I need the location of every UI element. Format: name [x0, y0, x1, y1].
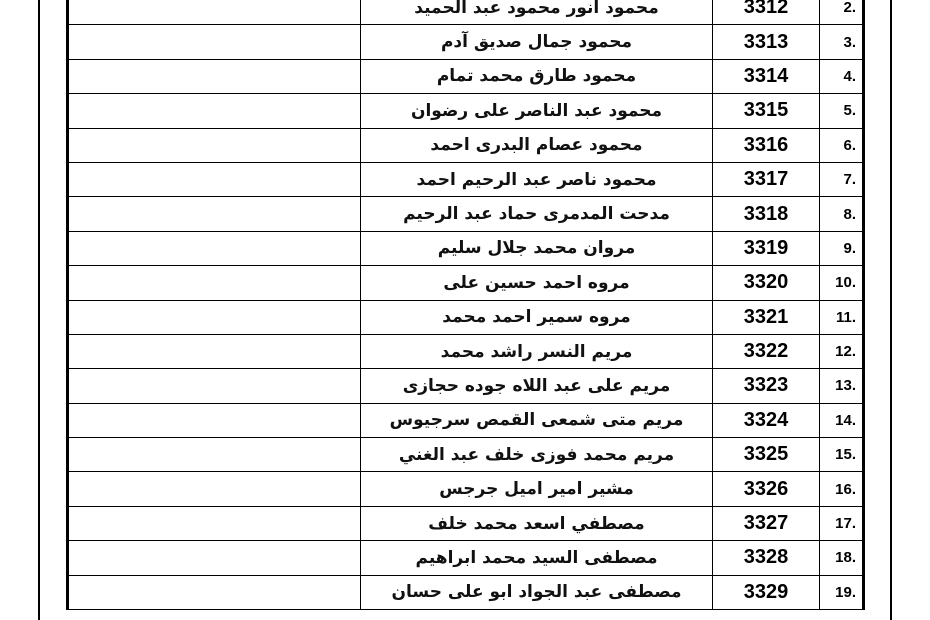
student-id-cell: 3323 — [713, 369, 820, 403]
table-row — [68, 438, 864, 472]
row-number-cell: 16. — [820, 472, 864, 506]
row-number-cell: 14. — [820, 403, 864, 437]
row-number-cell: 8. — [820, 197, 864, 231]
blank-cell — [68, 266, 361, 300]
row-number-cell: 7. — [820, 162, 864, 196]
table-row — [68, 575, 864, 609]
student-id-cell: 3324 — [713, 403, 820, 437]
row-number-cell: 11. — [820, 300, 864, 334]
row-number-cell: 15. — [820, 438, 864, 472]
row-number-cell: 5. — [820, 94, 864, 128]
student-name-cell: محمود عبد الناصر على رضوان — [361, 94, 713, 128]
row-number-cell: 12. — [820, 334, 864, 368]
table-row — [68, 472, 864, 506]
blank-cell — [68, 575, 361, 609]
student-id-cell: 3328 — [713, 541, 820, 575]
student-name-cell: مريم متى شمعى القمص سرجيوس — [361, 403, 713, 437]
table-row — [68, 506, 864, 540]
student-id-cell: 3319 — [713, 231, 820, 265]
table-row — [68, 266, 864, 300]
blank-cell — [68, 25, 361, 59]
blank-cell — [68, 334, 361, 368]
student-name-cell: مريم محمد فوزى خلف عبد الغني — [361, 438, 713, 472]
student-name-cell: محمود انور محمود عبد الحميد — [361, 0, 713, 25]
table-row — [68, 0, 864, 25]
student-name-cell: محمود طارق محمد تمام — [361, 59, 713, 93]
table-row — [68, 369, 864, 403]
blank-cell — [68, 403, 361, 437]
student-id-cell: 3322 — [713, 334, 820, 368]
student-name-cell: مريم النسر راشد محمد — [361, 334, 713, 368]
student-id-cell: 3313 — [713, 25, 820, 59]
row-number-cell: 6. — [820, 128, 864, 162]
blank-cell — [68, 0, 361, 25]
table-row — [68, 25, 864, 59]
student-id-cell: 3326 — [713, 472, 820, 506]
student-name-cell: مصطفي اسعد محمد خلف — [361, 506, 713, 540]
row-number-cell: 17. — [820, 506, 864, 540]
blank-cell — [68, 197, 361, 231]
blank-cell — [68, 94, 361, 128]
blank-cell — [68, 369, 361, 403]
blank-cell — [68, 438, 361, 472]
student-id-cell: 3318 — [713, 197, 820, 231]
student-name-cell: محمود ناصر عبد الرحيم احمد — [361, 162, 713, 196]
table-row — [68, 541, 864, 575]
student-id-cell: 3320 — [713, 266, 820, 300]
table-row — [68, 300, 864, 334]
student-name-cell: مريم على عبد اللاه جوده حجازى — [361, 369, 713, 403]
table-row — [68, 197, 864, 231]
row-number-cell: 10. — [820, 266, 864, 300]
page-border-right — [890, 0, 892, 620]
student-id-cell: 3317 — [713, 162, 820, 196]
student-id-cell: 3325 — [713, 438, 820, 472]
roster-body — [68, 0, 864, 610]
row-number-cell: 18. — [820, 541, 864, 575]
blank-cell — [68, 506, 361, 540]
student-name-cell: محمود عصام البدرى احمد — [361, 128, 713, 162]
student-name-cell: مروان محمد جلال سليم — [361, 231, 713, 265]
student-id-cell: 3312 — [713, 0, 820, 25]
student-id-cell: 3315 — [713, 94, 820, 128]
student-name-cell: مشير امير اميل جرجس — [361, 472, 713, 506]
student-id-cell: 3327 — [713, 506, 820, 540]
student-name-cell: مدحت المدمرى حماد عبد الرحيم — [361, 197, 713, 231]
row-number-cell: 19. — [820, 575, 864, 609]
student-name-cell: مروه احمد حسين على — [361, 266, 713, 300]
row-number-cell: 2. — [820, 0, 864, 25]
student-id-cell: 3314 — [713, 59, 820, 93]
table-row — [68, 94, 864, 128]
blank-cell — [68, 59, 361, 93]
row-number-cell: 9. — [820, 231, 864, 265]
blank-cell — [68, 541, 361, 575]
blank-cell — [68, 472, 361, 506]
table-row — [68, 231, 864, 265]
table-row — [68, 162, 864, 196]
student-id-cell: 3321 — [713, 300, 820, 334]
student-name-cell: مصطفى السيد محمد ابراهيم — [361, 541, 713, 575]
student-roster-table — [66, 0, 865, 610]
table-row — [68, 128, 864, 162]
row-number-cell: 13. — [820, 369, 864, 403]
table-row — [68, 403, 864, 437]
student-id-cell: 3316 — [713, 128, 820, 162]
blank-cell — [68, 162, 361, 196]
student-name-cell: محمود جمال صديق آدم — [361, 25, 713, 59]
student-name-cell: مروه سمير احمد محمد — [361, 300, 713, 334]
table-row — [68, 334, 864, 368]
blank-cell — [68, 128, 361, 162]
student-name-cell: مصطفى عبد الجواد ابو على حسان — [361, 575, 713, 609]
row-number-cell: 3. — [820, 25, 864, 59]
blank-cell — [68, 300, 361, 334]
page-border-left — [38, 0, 40, 620]
student-id-cell: 3329 — [713, 575, 820, 609]
blank-cell — [68, 231, 361, 265]
row-number-cell: 4. — [820, 59, 864, 93]
table-row — [68, 59, 864, 93]
